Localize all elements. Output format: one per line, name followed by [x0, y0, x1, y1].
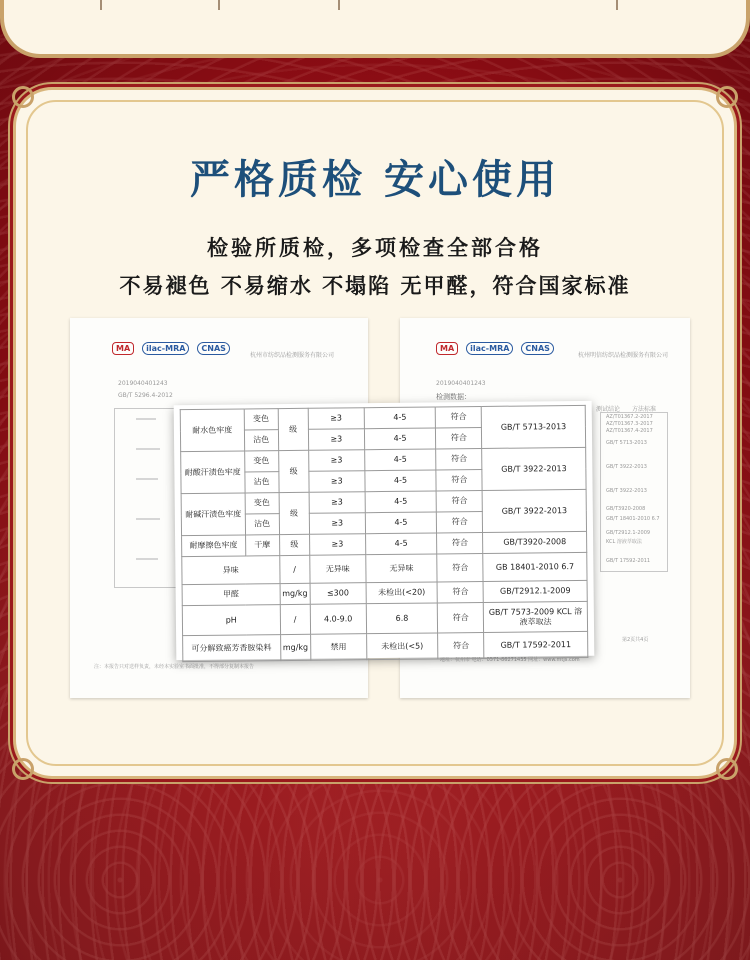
- certification-logos: [436, 342, 554, 355]
- col-header: 方法标准: [632, 406, 657, 413]
- method-standard: GB/T 18401-2010 6.7: [606, 516, 660, 522]
- results-table: [180, 405, 589, 662]
- test-item: 可分解致癌芳香胺染料: [183, 635, 281, 662]
- conclusion: 符合: [437, 511, 483, 532]
- conclusion: 符合: [436, 469, 482, 490]
- table-row: [182, 601, 587, 635]
- certification-logos: [112, 342, 230, 355]
- unit: mg/kg: [280, 634, 311, 660]
- col-header: 测试结论: [596, 406, 621, 413]
- test-item: 耐水色牢度: [180, 409, 244, 452]
- method-standard: AZ/T01367.4-2017: [606, 428, 653, 434]
- cnas-logo: CNAS: [521, 342, 554, 355]
- sub-item: 沾色: [245, 472, 279, 493]
- method-standard: AZ/T01367.2-2017: [606, 414, 653, 420]
- result: 未检出(<20): [366, 582, 438, 604]
- result: 4-5: [365, 470, 437, 492]
- sub-item: 变色: [244, 451, 278, 472]
- results-table-card: [174, 401, 595, 660]
- unit: /: [279, 555, 310, 583]
- result: 4-5: [365, 491, 437, 513]
- lab-name: 杭州明信纺织品检测服务有限公司: [578, 352, 669, 359]
- ilac-logo: ilac-MRA: [466, 342, 513, 355]
- method-standard: GB/T 3922-2013: [606, 464, 647, 470]
- requirement: ≤300: [310, 583, 366, 605]
- sub-item: 变色: [244, 409, 278, 430]
- unit: 级: [279, 534, 309, 555]
- result: 4-5: [364, 407, 436, 429]
- method-standard: KCL 溶液萃取法: [606, 539, 642, 545]
- method-standard: GB/T 17592-2011: [606, 558, 651, 564]
- conclusion: 符合: [437, 490, 483, 511]
- requirement: ≥3: [309, 492, 365, 514]
- method-standard: AZ/T01367.3-2017: [606, 421, 653, 427]
- test-item: 耐酸汗渍色牢度: [181, 451, 245, 494]
- sub-item: 沾色: [245, 514, 279, 535]
- requirement: 禁用: [310, 634, 366, 661]
- requirement: ≥3: [308, 429, 364, 451]
- subtitle-line-1: 检验所质检，多项检查全部合格: [207, 235, 543, 260]
- table-row: [180, 405, 585, 430]
- result: 未检出(<5): [366, 633, 438, 660]
- report-number: 2019040401243: [118, 380, 168, 387]
- divider-mark: [218, 0, 220, 10]
- test-item: 甲醛: [182, 584, 280, 606]
- corner-ornament: [12, 758, 34, 780]
- sub-item: 变色: [245, 493, 279, 514]
- table-row: [181, 489, 586, 514]
- divider-mark: [100, 0, 102, 10]
- test-item: 耐碱汗渍色牢度: [181, 493, 245, 536]
- test-item: 耐摩擦色牢度: [182, 535, 246, 557]
- faint-line: [136, 518, 160, 520]
- requirement: ≥3: [309, 450, 365, 472]
- corner-ornament: [716, 758, 738, 780]
- test-item: pH: [182, 605, 280, 636]
- faint-line: [136, 558, 158, 560]
- section-title: 严格质检 安心使用: [190, 156, 560, 203]
- unit: /: [280, 604, 311, 634]
- divider-mark: [616, 0, 618, 10]
- method: GB/T 7573-2009 KCL 溶液萃取法: [484, 601, 588, 632]
- method: GB/T 3922-2013: [482, 489, 586, 532]
- previous-card: [0, 0, 750, 58]
- method: GB/T 3922-2013: [482, 447, 586, 490]
- requirement: 4.0-9.0: [310, 604, 366, 635]
- faint-line: [136, 448, 160, 450]
- conclusion: 符合: [437, 581, 483, 602]
- conclusion: 符合: [437, 532, 483, 553]
- method-standard: GB/T3920-2008: [606, 506, 646, 512]
- conclusion: 符合: [436, 427, 482, 448]
- conclusion: 符合: [436, 406, 482, 427]
- method-standard: GB/T 5713-2013: [606, 440, 647, 446]
- unit: 级: [279, 492, 310, 534]
- corner-ornament: [12, 86, 34, 108]
- requirement: 无异味: [310, 555, 366, 584]
- lab-name: 杭州市纺织品检测服务有限公司: [250, 352, 335, 359]
- divider-mark: [338, 0, 340, 10]
- method: GB/T3920-2008: [483, 531, 587, 553]
- conclusion: 符合: [438, 632, 484, 658]
- test-item: 异味: [182, 556, 280, 585]
- result: 4-5: [364, 428, 436, 450]
- conclusion: 符合: [436, 448, 482, 469]
- faint-line: [136, 478, 158, 480]
- subtitle-line-2: 不易褪色 不易缩水 不塌陷 无甲醛，符合国家标准: [119, 273, 631, 298]
- requirement: ≥3: [308, 408, 364, 430]
- result: 无异味: [365, 554, 437, 583]
- method: GB 18401-2010 6.7: [483, 552, 587, 581]
- result: 4-5: [365, 512, 437, 534]
- result: 4-5: [365, 533, 437, 555]
- result: 4-5: [364, 449, 436, 471]
- report-number: 2019040401243: [436, 380, 486, 387]
- method-standard: GB/T 3922-2013: [606, 488, 647, 494]
- ilac-logo: ilac-MRA: [142, 342, 189, 355]
- faint-line: [136, 418, 156, 420]
- conclusion: 符合: [438, 602, 484, 632]
- sub-item: 沾色: [244, 430, 278, 451]
- method: GB/T2912.1-2009: [483, 580, 587, 602]
- sub-item: 干摩: [245, 535, 279, 556]
- requirement: ≥3: [309, 471, 365, 493]
- table-row: [182, 552, 587, 584]
- requirement: ≥3: [309, 513, 365, 535]
- report-standard: GB/T 5296.4-2012: [118, 392, 173, 399]
- unit: 级: [278, 408, 309, 450]
- report-footer: 注：本报告只对送样负责，未经本实验室书面批准，不得部分复制本报告: [94, 664, 255, 670]
- ma-logo: MA: [112, 342, 134, 355]
- page-number: 第2页共4页: [622, 637, 649, 643]
- method-standard: GB/T2912.1-2009: [606, 530, 651, 536]
- report-footer: 地址：杭州市 电话：0571-86271435 网址：www.mtjs.com: [440, 657, 580, 663]
- unit: mg/kg: [280, 583, 310, 604]
- corner-ornament: [716, 86, 738, 108]
- ma-logo: MA: [436, 342, 458, 355]
- result: 6.8: [366, 603, 438, 634]
- section-label: 检测数据：: [436, 393, 471, 401]
- method: GB/T 17592-2011: [484, 631, 588, 658]
- requirement: ≥3: [309, 534, 365, 556]
- conclusion: 符合: [437, 553, 483, 581]
- cnas-logo: CNAS: [197, 342, 230, 355]
- table-row: [181, 447, 586, 472]
- table-row: [183, 631, 588, 661]
- method: GB/T 5713-2013: [481, 405, 585, 448]
- unit: 级: [278, 450, 309, 492]
